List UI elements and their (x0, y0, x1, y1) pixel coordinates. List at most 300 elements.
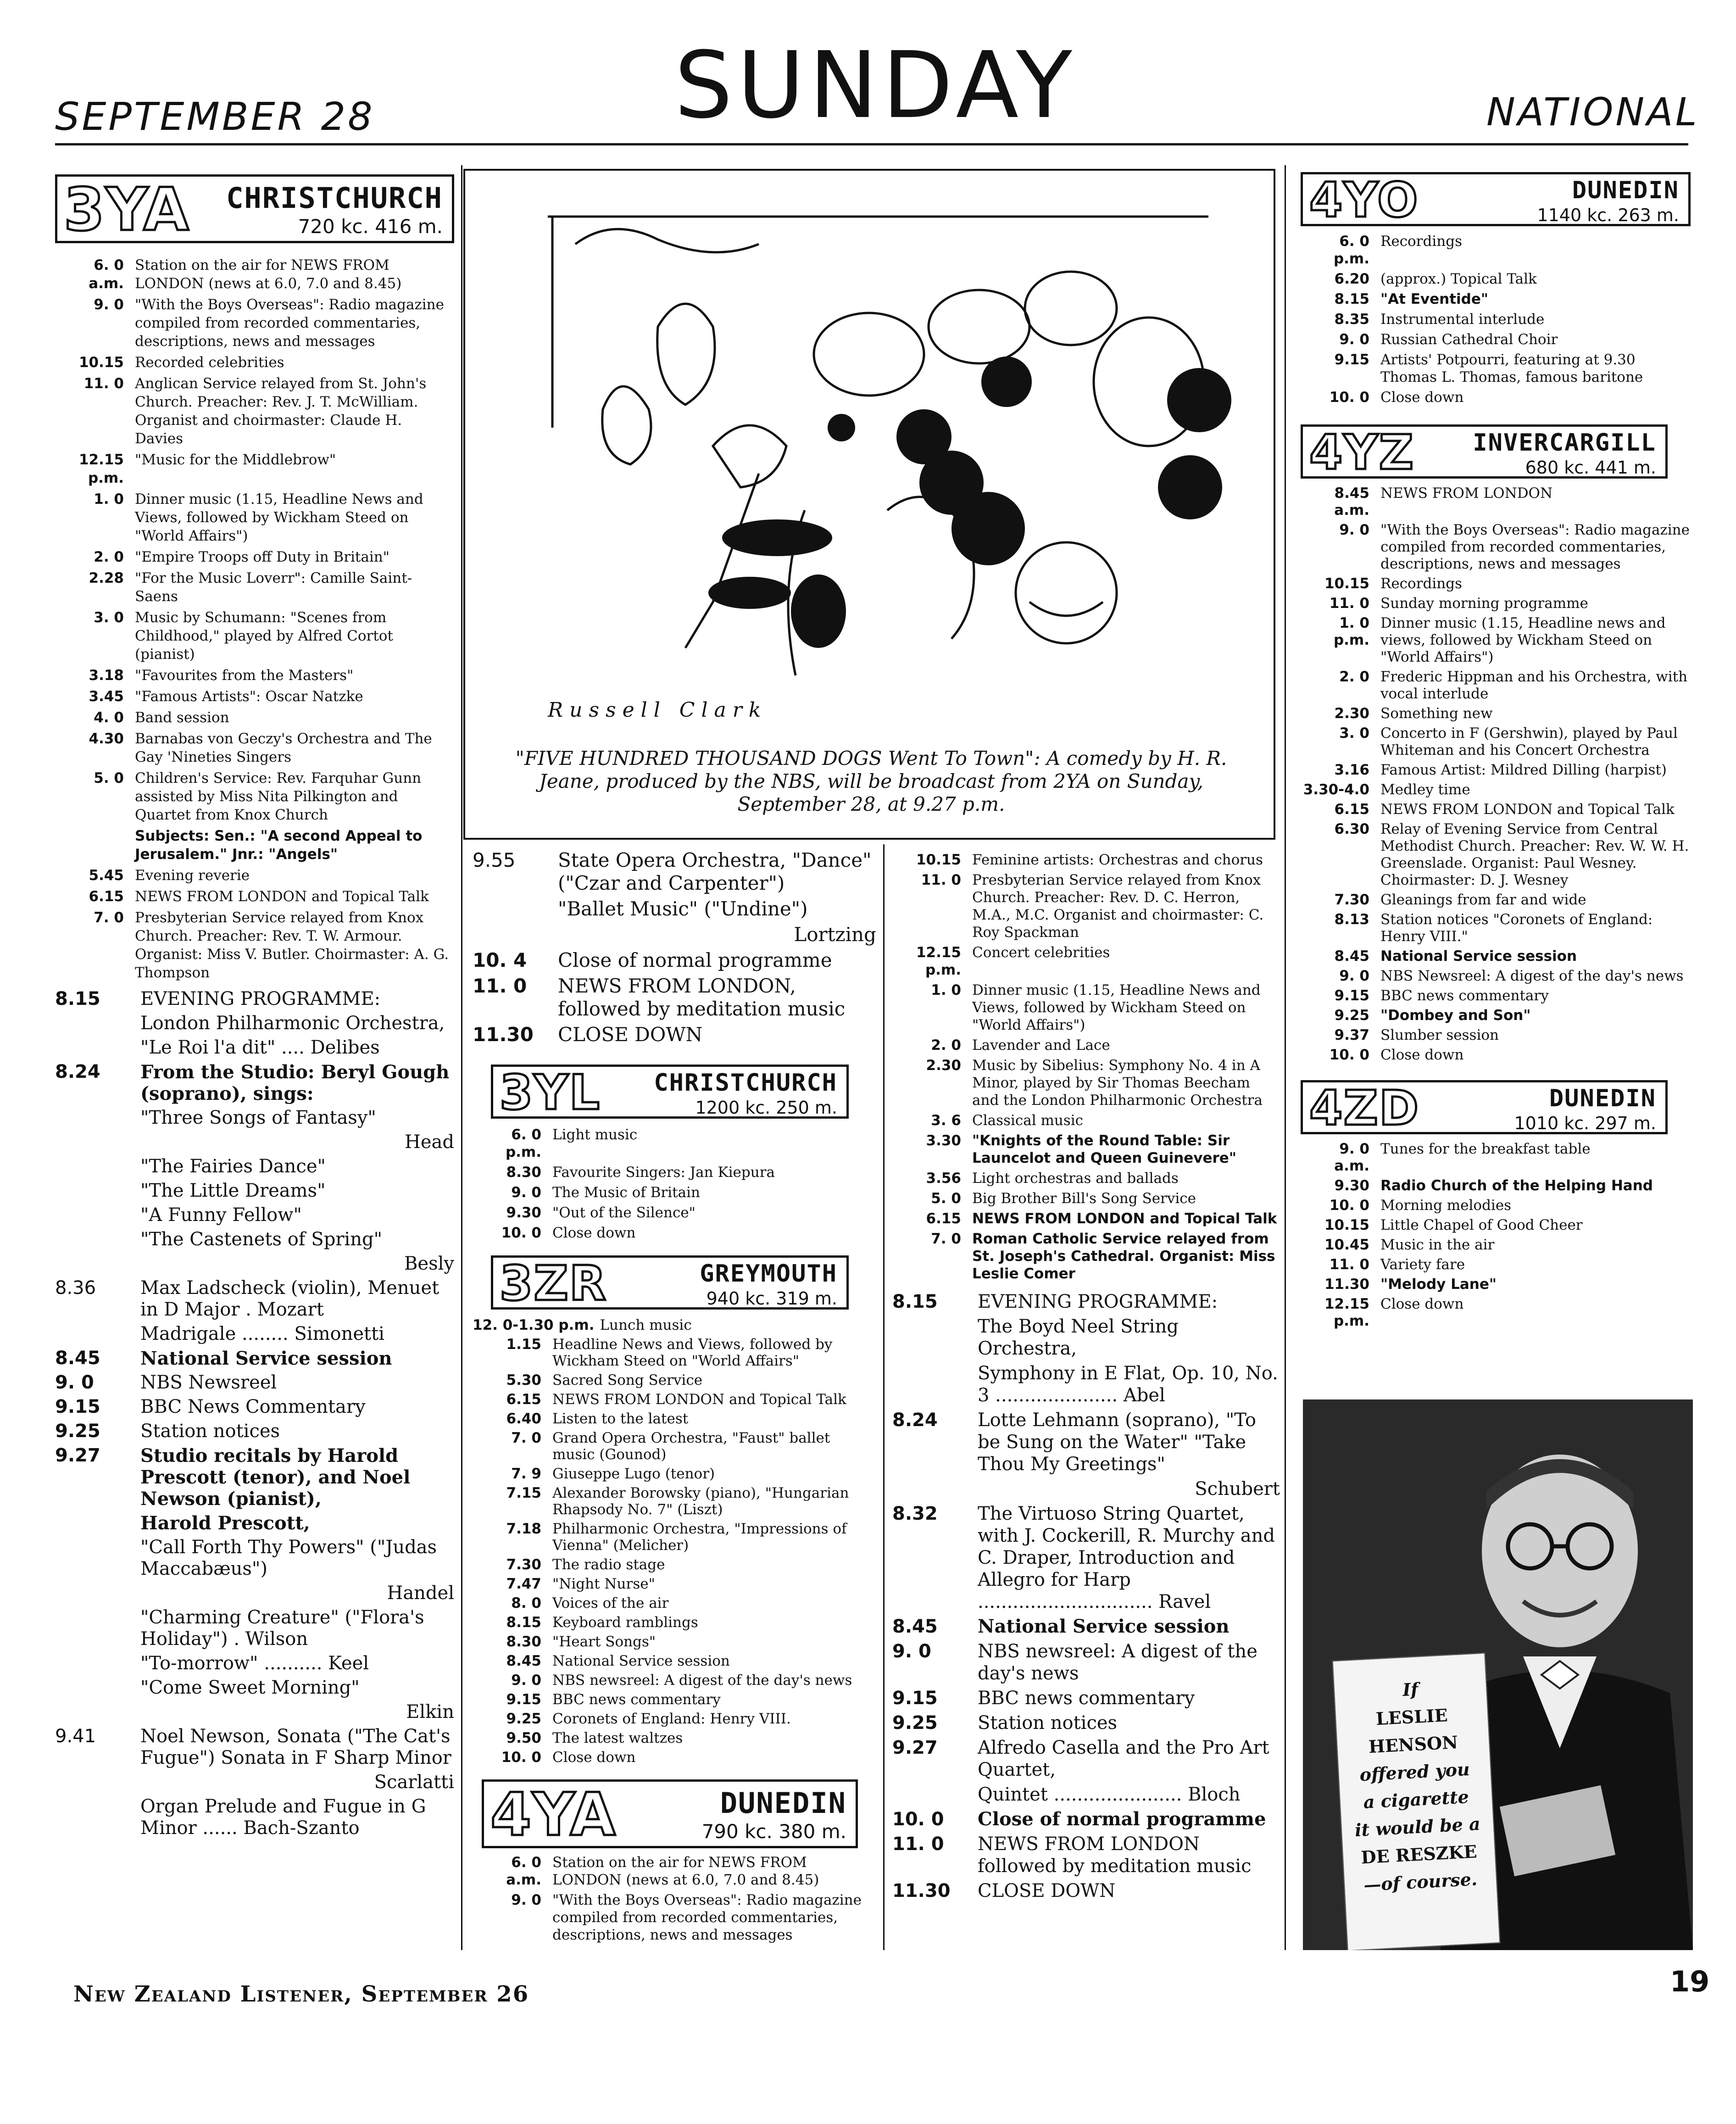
schedule-row (55, 569, 454, 606)
schedule-row (892, 981, 1280, 1034)
column-divider (461, 165, 462, 1950)
time: 3.56 (926, 1170, 961, 1187)
schedule-row (892, 1737, 1280, 1781)
time: 9.30 (506, 1204, 541, 1221)
schedule-row (1301, 725, 1691, 759)
schedule-row (55, 608, 454, 663)
time: 8.30 (506, 1164, 541, 1181)
schedule-row (1301, 781, 1691, 798)
station-call-sign: 3YL (500, 1065, 601, 1121)
schedule-row (1301, 485, 1691, 519)
time: 8.15 (506, 1614, 541, 1631)
item: Philharmonic Orchestra, "Impressions of Vienna" (Melicher) (552, 1521, 847, 1554)
time (892, 1784, 978, 1806)
item: From the Studio: Beryl Gough (soprano), sings: (140, 1061, 450, 1104)
dog-head-outline (602, 386, 651, 464)
item: Max Ladscheck (violin), Menuet in D Major . Mozart (140, 1277, 440, 1320)
network-label: NATIONAL (1486, 89, 1699, 134)
schedule-row (1301, 522, 1691, 573)
time: 8.15 (1334, 291, 1369, 307)
schedule-row (892, 1057, 1280, 1109)
item: CLOSE DOWN (558, 1023, 703, 1046)
time: 7.18 (506, 1521, 541, 1537)
time: 9. 0 (511, 1184, 541, 1201)
item: "Le Roi l'a dit" .... Delibes (140, 1037, 380, 1058)
schedule-row (473, 1023, 876, 1046)
item: Besly (404, 1253, 454, 1274)
schedule-row (473, 1891, 876, 1944)
schedule-row (473, 1854, 876, 1889)
black-fur-patch (708, 577, 791, 609)
item: Lunch music (600, 1317, 692, 1333)
schedule-row (1301, 1276, 1691, 1293)
4ya-evening-programme (892, 1291, 1280, 1902)
time: 6.20 (1334, 271, 1369, 287)
time (55, 1512, 140, 1534)
schedule-row (1301, 705, 1691, 722)
item: "Heart Songs" (552, 1633, 656, 1650)
poodle-fur-tuft (951, 492, 1025, 565)
time: 9. 0 a.m. (1334, 1141, 1369, 1174)
schedule-row (1301, 1027, 1691, 1044)
ad-line: —of course. (1363, 1868, 1478, 1895)
time: 8.36 (55, 1277, 96, 1299)
schedule-row (55, 1107, 454, 1129)
item: London Philharmonic Orchestra, (140, 1013, 445, 1034)
item: Headline News and Views, followed by Wickham Steed on "World Affairs" (552, 1336, 833, 1369)
schedule-row (55, 1677, 454, 1699)
schedule-row (1301, 1256, 1691, 1273)
schedule-row (1301, 311, 1691, 328)
column-3ya (55, 174, 454, 1842)
item: Classical music (972, 1112, 1084, 1129)
schedule-list (55, 256, 454, 982)
schedule-row (1301, 892, 1691, 909)
schedule-row (55, 374, 454, 448)
schedule-row (1301, 911, 1691, 945)
schedule-row (473, 1730, 876, 1746)
item: Little Chapel of Good Cheer (1380, 1217, 1583, 1233)
item: Instrumental interlude (1380, 311, 1545, 328)
time: 7. 9 (511, 1466, 541, 1482)
schedule-row (55, 1396, 454, 1418)
page-date: SEPTEMBER 28 (55, 94, 375, 139)
time: 8. 0 (511, 1595, 541, 1611)
time (473, 923, 558, 946)
time: 5. 0 (931, 1190, 961, 1207)
time (892, 1316, 978, 1360)
station-frequency: 720 kc. 416 m. (298, 215, 443, 238)
item: Recordings (1380, 233, 1463, 250)
schedule-row (55, 1132, 454, 1153)
item: Light orchestras and ballads (972, 1170, 1179, 1187)
item: State Opera Orchestra, "Dance" ("Czar and Carpenter") (558, 849, 872, 894)
schedule-row (892, 1409, 1280, 1475)
item: Noel Newson, Sonata ("The Cat's Fugue") Sonata in F Sharp Minor (140, 1726, 451, 1768)
dogs-cartoon-illustration (520, 189, 1245, 735)
station-banner-4zd (1301, 1080, 1668, 1134)
item: Alfredo Casella and the Pro Art Quartet, (978, 1737, 1269, 1780)
schedule-row (55, 1229, 454, 1250)
item: Alexander Borowsky (piano), "Hungarian Rhapsody No. 7" (Liszt) (552, 1485, 849, 1518)
schedule-row (1301, 762, 1691, 779)
time: 8.35 (1334, 311, 1369, 328)
time: 9.25 (892, 1712, 938, 1734)
schedule-row (892, 1190, 1280, 1207)
schedule-row (55, 1180, 454, 1202)
time: 2. 0 (1339, 669, 1369, 685)
item: Close down (1380, 1047, 1464, 1063)
schedule-row (473, 1317, 876, 1333)
time: 9.30 (1334, 1177, 1369, 1194)
schedule-row (1301, 389, 1691, 406)
time: 4. 0 (94, 709, 124, 726)
schedule-row (1301, 669, 1691, 702)
time: 12.15 p.m. (78, 452, 124, 486)
time: 8.45 (506, 1653, 541, 1669)
item: "Out of the Silence" (552, 1204, 696, 1221)
item: "Call Forth Thy Powers" ("Judas Maccabæus") (140, 1537, 437, 1579)
schedule-row (55, 1204, 454, 1226)
item: The Boyd Neel String Orchestra, (978, 1316, 1179, 1359)
time: 3.45 (89, 688, 124, 705)
schedule-row (473, 898, 876, 920)
cartoon-caption: "FIVE HUNDRED THOUSAND DOGS Went To Town": A comedy by H. R. Jeane, produced by the NBS, will be broadcast from 2YA on Sunday, September 28, at 9.27 p.m. (515, 747, 1227, 815)
time (55, 1132, 140, 1153)
time: 8.13 (1334, 911, 1369, 928)
item: National Service session (140, 1348, 392, 1369)
schedule-row (1301, 1047, 1691, 1064)
time: 7. 0 (931, 1231, 961, 1247)
page-number: 19 (1670, 1965, 1710, 1998)
item: BBC news commentary (1380, 987, 1549, 1004)
time: 7.30 (1334, 892, 1369, 908)
time: 3. 0 (1339, 725, 1369, 741)
item: Music in the air (1380, 1237, 1495, 1253)
time: 9.27 (892, 1737, 938, 1758)
schedule-row (55, 1583, 454, 1604)
schedule-row (55, 1277, 454, 1321)
item: Handel (387, 1583, 454, 1604)
item: "For the Music Loverr": Camille Saint-Saens (135, 570, 412, 605)
schedule-row (892, 1808, 1280, 1830)
ad-line: offered you (1359, 1758, 1470, 1785)
time: 11.30 (473, 1023, 534, 1046)
station-city: CHRISTCHURCH (226, 181, 443, 215)
schedule-row (473, 1430, 876, 1463)
4yo-schedule (1301, 233, 1691, 406)
time: 9. 0 (94, 296, 124, 313)
cartoon-panel (463, 169, 1275, 840)
schedule-row (55, 1512, 454, 1534)
schedule-row (55, 988, 454, 1010)
time: 1.15 (506, 1336, 541, 1353)
schedule-row (1301, 968, 1691, 985)
column-divider (1285, 165, 1286, 1950)
time: 12. 0-1.30 p.m. (473, 1317, 595, 1333)
schedule-row (892, 1616, 1280, 1638)
item: NEWS FROM LONDON and Topical Talk (552, 1391, 846, 1408)
time: 3.30-4.0 (1303, 781, 1369, 798)
item: Quintet ...................... Bloch (978, 1784, 1241, 1805)
item: Listen to the latest (552, 1410, 689, 1427)
time: 7. 0 (511, 1430, 541, 1446)
schedule-row (55, 666, 454, 685)
station-banner-3ya (55, 174, 454, 243)
3yl-schedule (473, 1126, 876, 1242)
item: Evening reverie (135, 867, 250, 884)
schedule-row (473, 949, 876, 972)
schedule-row (55, 1607, 454, 1650)
time: 7.47 (506, 1576, 541, 1592)
item: "Three Songs of Fantasy" (140, 1107, 376, 1128)
time: 3. 6 (931, 1112, 961, 1129)
time: 8.30 (506, 1633, 541, 1650)
time: 10.15 (1324, 1217, 1369, 1233)
time: 6. 0 p.m. (505, 1126, 541, 1160)
time (55, 1607, 140, 1650)
item: "Knights of the Round Table: Sir Launcelot and Queen Guinevere" (972, 1132, 1236, 1166)
item: Close down (552, 1225, 636, 1241)
schedule-row (892, 944, 1280, 979)
schedule-row (55, 769, 454, 824)
station-call-sign: 3ZR (500, 1255, 607, 1311)
schedule-row (1301, 1177, 1691, 1194)
time: 12.15 p.m. (916, 944, 961, 978)
item: NEWS FROM LONDON followed by meditation music (978, 1834, 1252, 1877)
time: 9.50 (506, 1730, 541, 1746)
time (55, 827, 135, 864)
item: Lortzing (794, 923, 876, 946)
item: NBS Newsreel (140, 1372, 277, 1393)
time (55, 1013, 140, 1034)
time (55, 1796, 140, 1839)
item: Light music (552, 1126, 638, 1143)
schedule-row (55, 1653, 454, 1674)
schedule-row (55, 1061, 454, 1104)
item: "To-morrow" .......... Keel (140, 1653, 369, 1674)
schedule-row (55, 451, 454, 487)
item: NEWS FROM LONDON, followed by meditation music (558, 975, 846, 1020)
time: 10.15 (78, 354, 124, 371)
small-black-dog (791, 574, 846, 648)
time: 9.25 (1334, 1007, 1369, 1024)
time: 1. 0 p.m. (1333, 615, 1369, 648)
time: 9.15 (1334, 351, 1369, 368)
item: (approx.) Topical Talk (1380, 271, 1537, 287)
time: 8.15 (55, 988, 100, 1009)
time: 2. 0 (94, 549, 124, 565)
station-call-sign: 4YA (490, 1781, 617, 1849)
item: Radio Church of the Helping Hand (1380, 1177, 1653, 1194)
3zr-schedule (473, 1317, 876, 1766)
schedule-row (55, 708, 454, 727)
dog-head-outline (1025, 272, 1117, 345)
time: 10.15 (916, 852, 961, 868)
time: 7. 0 (94, 909, 124, 926)
station-banner-3zr (491, 1255, 849, 1310)
schedule-row (55, 1421, 454, 1442)
schedule-row (892, 1316, 1280, 1360)
time: 9.15 (506, 1691, 541, 1708)
item: NEWS FROM LONDON and Topical Talk (972, 1210, 1277, 1227)
item: Giuseppe Lugo (tenor) (552, 1466, 715, 1482)
time: 11.30 (892, 1880, 951, 1901)
dog-nose (828, 414, 855, 441)
schedule-row (55, 1013, 454, 1034)
schedule-row (1301, 1237, 1691, 1254)
schedule-row (892, 871, 1280, 941)
item: Concerto in F (Gershwin), played by Paul Whiteman and his Concert Orchestra (1380, 725, 1678, 758)
schedule-row (55, 548, 454, 566)
schedule-row (55, 1348, 454, 1369)
item: Tunes for the breakfast table (1380, 1141, 1591, 1157)
station-frequency: 1200 kc. 250 m. (695, 1098, 837, 1118)
station-banner-4yo (1301, 172, 1691, 226)
schedule-row (473, 1164, 876, 1181)
schedule-row (1301, 575, 1691, 592)
schedule-row (55, 687, 454, 706)
time: 6. 0 a.m. (506, 1854, 541, 1888)
item: The latest waltzes (552, 1730, 683, 1746)
schedule-row (473, 1691, 876, 1708)
item: Something new (1380, 705, 1493, 722)
item: Lavender and Lace (972, 1037, 1110, 1054)
schedule-row (55, 256, 454, 293)
item: Coronets of England: Henry VIII. (552, 1711, 791, 1727)
item: NBS newsreel: A digest of the day's news (978, 1641, 1257, 1684)
time: 9. 0 (1339, 968, 1369, 984)
schedule-row (55, 1372, 454, 1394)
4ya-day-schedule (892, 851, 1280, 1282)
item: Voices of the air (552, 1595, 669, 1611)
item: Studio recitals by Harold Prescott (tenor), and Noel Newson (pianist), (140, 1445, 411, 1510)
item: Morning melodies (1380, 1197, 1512, 1214)
time: 2.30 (1334, 705, 1369, 722)
item: Music by Sibelius: Symphony No. 4 in A Minor, played by Sir Thomas Beecham and the London Philharmonic Orchestra (972, 1057, 1263, 1109)
schedule-row (55, 353, 454, 372)
item: "At Eventide" (1380, 291, 1489, 307)
schedule-row (473, 1204, 876, 1221)
poodle-fur-tuft (981, 357, 1032, 407)
schedule-row (892, 851, 1280, 869)
item: Close of normal programme (558, 949, 832, 971)
time (55, 1677, 140, 1699)
schedule-row (892, 1880, 1280, 1902)
column-4 (1301, 172, 1691, 1332)
item: Sunday morning programme (1380, 595, 1588, 612)
item: CLOSE DOWN (978, 1880, 1116, 1901)
schedule-row (473, 923, 876, 946)
3ya-late-schedule (473, 849, 876, 1046)
schedule-row (1301, 1141, 1691, 1175)
time: 9.25 (55, 1421, 100, 1442)
item: "The Little Dreams" (140, 1180, 326, 1201)
time: 3.18 (89, 667, 124, 684)
time: 6.15 (926, 1210, 961, 1227)
schedule-row (892, 1362, 1280, 1406)
schedule-row (473, 1391, 876, 1408)
item: Grand Opera Orchestra, "Faust" ballet music (Gounod) (552, 1430, 830, 1463)
schedule-row (473, 1653, 876, 1669)
item: Dinner music (1.15, Headline news and views, followed by Wickham Steed on "World Affairs") (1380, 615, 1666, 665)
schedule-row (473, 1224, 876, 1242)
item: Presbyterian Service relayed from Knox Church. Preacher: Rev. T. W. Armour. Organist: Miss V. Butler. Choirmaster: A. G. Thompson (135, 909, 449, 981)
item: Dinner music (1.15, Headline News and Views, followed by Wickham Steed on "World Affairs") (972, 982, 1261, 1033)
de-reszke-advertisement (1303, 1399, 1693, 1950)
time (55, 1323, 140, 1345)
item: Lotte Lehmann (soprano), "To be Sung on the Water" "Take Thou My Greetings" (978, 1410, 1256, 1475)
time: 11. 0 (473, 975, 527, 997)
item: Band session (135, 709, 229, 726)
item: Medley time (1380, 781, 1470, 798)
station-frequency: 940 kc. 319 m. (706, 1288, 837, 1309)
schedule-row (473, 1372, 876, 1388)
item: "Dombey and Son" (1380, 1007, 1531, 1024)
schedule-row (473, 1410, 876, 1427)
dog-head-outline (575, 229, 759, 252)
time: 9.27 (55, 1445, 100, 1466)
schedule-row (55, 887, 454, 906)
item: Frederic Hippman and his Orchestra, with vocal interlude (1380, 669, 1688, 702)
footer-publication: New Zealand Listener, September 26 (73, 1981, 529, 2007)
dog-head-outline (657, 304, 715, 405)
item: Presbyterian Service relayed from Knox Church. Preacher: Rev. D. C. Herron, M.A., M.C. Organist and choirmaster: C. Roy Spackman (972, 872, 1264, 941)
time (55, 1583, 140, 1604)
ad-line: LESLIE (1375, 1705, 1448, 1729)
time: 7.15 (506, 1485, 541, 1501)
schedule-row (55, 1445, 454, 1510)
station-call-sign: 4ZD (1309, 1080, 1420, 1136)
time (473, 898, 558, 920)
item: Elkin (406, 1701, 454, 1723)
schedule-row (55, 909, 454, 982)
schedule-row (1301, 595, 1691, 612)
schedule-row (55, 1537, 454, 1580)
item: Artists' Potpourri, featuring at 9.30 Thomas L. Thomas, famous baritone (1380, 351, 1643, 385)
item: NBS newsreel: A digest of the day's news (552, 1672, 852, 1689)
time: 9.41 (55, 1726, 96, 1747)
time: 6.15 (506, 1391, 541, 1408)
time: 4.30 (89, 730, 124, 747)
time: 8.45 (55, 1348, 100, 1369)
time: 6.15 (89, 888, 124, 905)
schedule-row (1301, 1007, 1691, 1024)
schedule-row (1301, 821, 1691, 889)
time: 11. 0 (1329, 595, 1369, 612)
time: 9.55 (473, 849, 516, 871)
ad-line: it would be a (1354, 1813, 1481, 1841)
schedule-row (1301, 801, 1691, 818)
item: Symphony in E Flat, Op. 10, No. 3 ..................... Abel (978, 1363, 1278, 1406)
station-banner-4ya (482, 1779, 858, 1848)
item: "Music for the Middlebrow" (135, 452, 336, 468)
schedule-row (473, 1749, 876, 1766)
item: EVENING PROGRAMME: (140, 988, 381, 1009)
bulldog-head-outline (1016, 542, 1117, 643)
schedule-row (55, 866, 454, 885)
time: 9. 0 (511, 1892, 541, 1908)
time: 6.30 (1334, 821, 1369, 837)
schedule-row (892, 1112, 1280, 1129)
station-city: INVERCARGILL (1473, 429, 1656, 457)
station-banner-3yl (491, 1065, 849, 1119)
schedule-row (892, 1640, 1280, 1684)
item: Roman Catholic Service relayed from St. Joseph's Cathedral. Organist: Miss Leslie Comer (972, 1231, 1275, 1282)
schedule-row (1301, 270, 1691, 288)
schedule-row (55, 1156, 454, 1177)
station-city: DUNEDIN (1572, 177, 1679, 204)
